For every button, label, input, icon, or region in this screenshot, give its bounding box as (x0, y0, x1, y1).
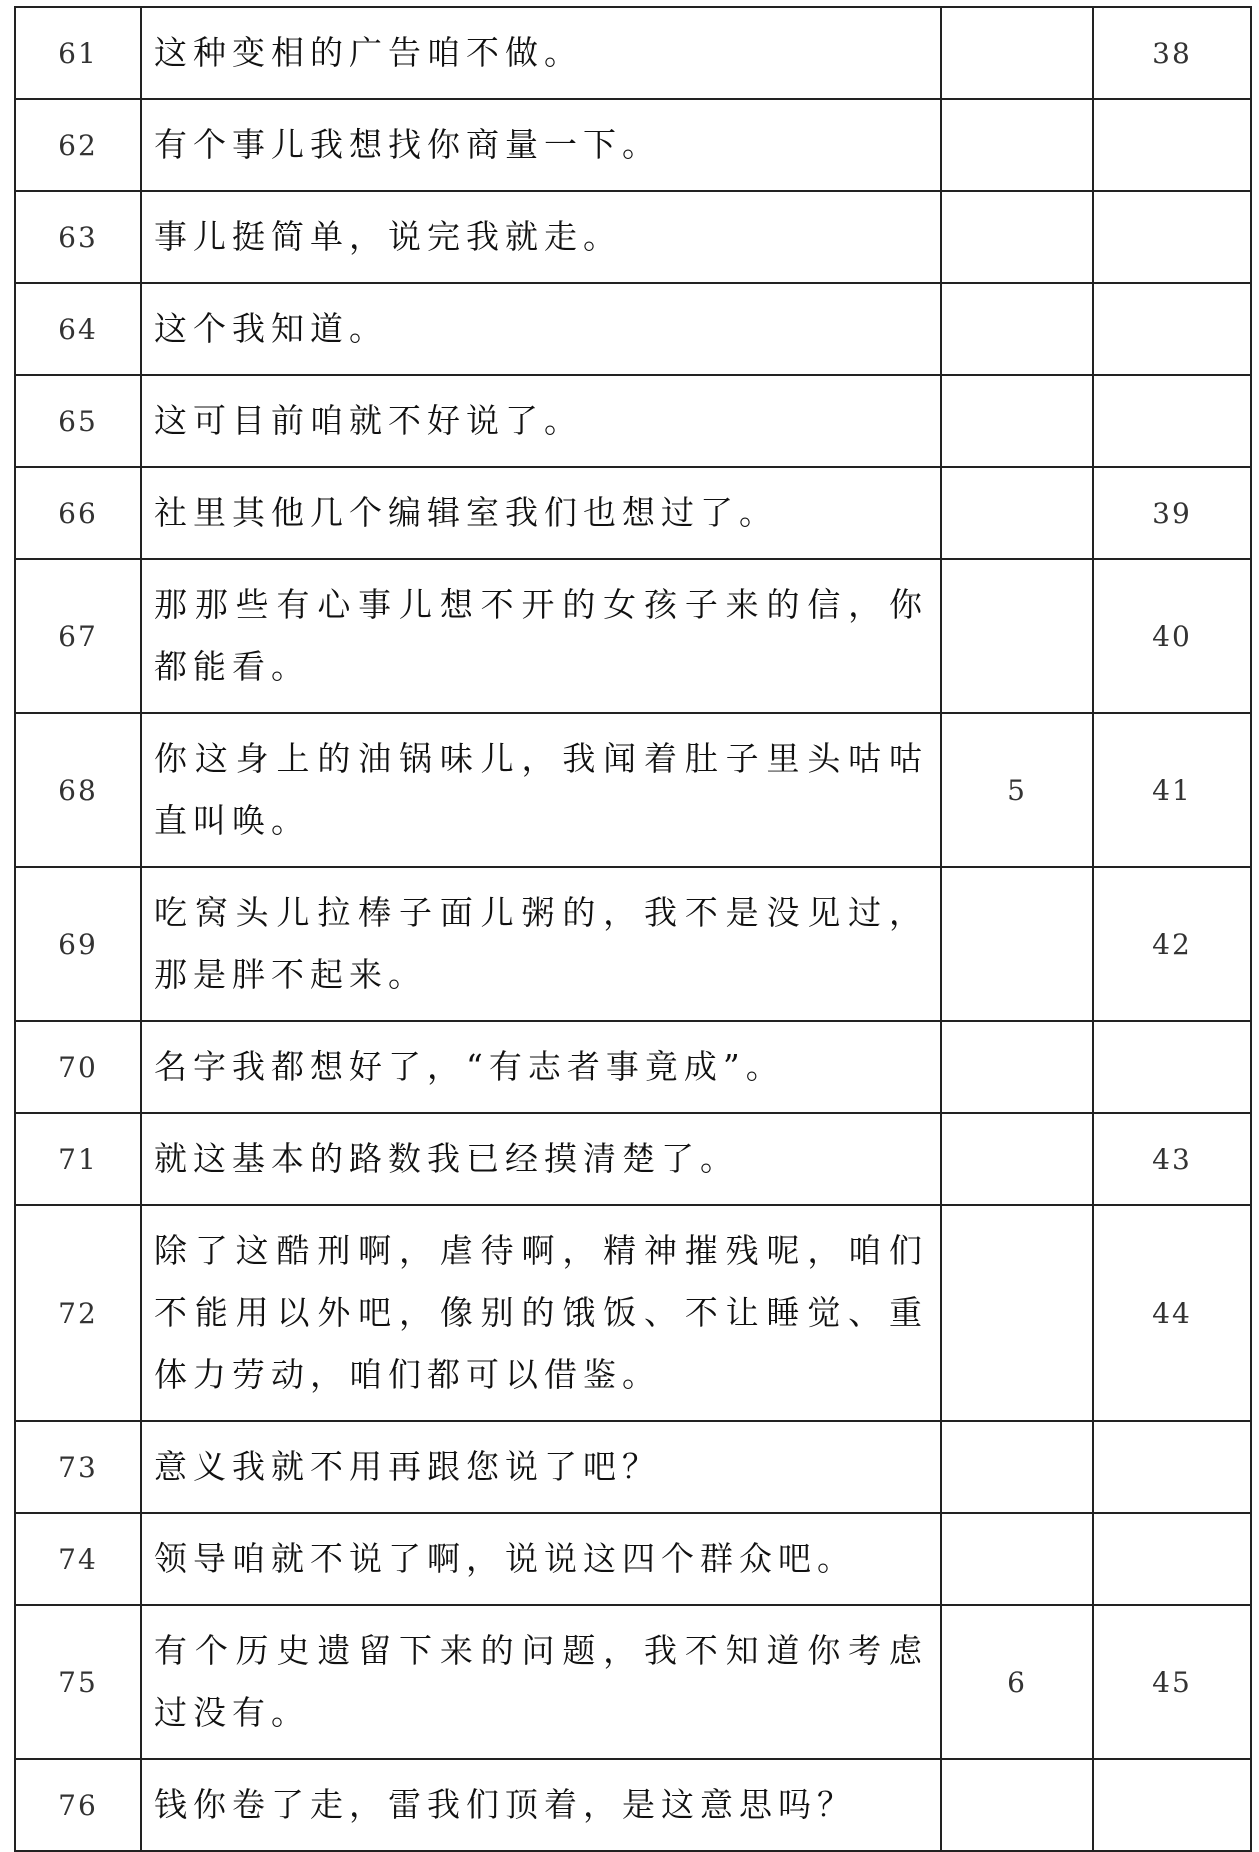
sentence-cell: 有个事儿我想找你商量一下。 (141, 99, 941, 191)
sentence-cell: 这个我知道。 (141, 283, 941, 375)
column-b-cell: 40 (1093, 559, 1251, 713)
row-number-cell: 74 (15, 1513, 141, 1605)
sentence-cell: 吃窝头儿拉棒子面儿粥的，我不是没见过，那是胖不起来。 (141, 867, 941, 1021)
column-b-cell (1093, 283, 1251, 375)
column-b-cell (1093, 1421, 1251, 1513)
table-row (15, 1605, 1251, 1759)
column-b-cell: 38 (1093, 7, 1251, 99)
column-a-cell (941, 375, 1093, 467)
column-b-cell (1093, 191, 1251, 283)
row-number-cell: 63 (15, 191, 141, 283)
row-number-cell: 70 (15, 1021, 141, 1113)
column-b-cell: 39 (1093, 467, 1251, 559)
sentence-cell: 有个历史遗留下来的问题，我不知道你考虑过没有。 (141, 1605, 941, 1759)
column-a-cell (941, 1021, 1093, 1113)
table-row (15, 7, 1251, 99)
column-a-cell: 5 (941, 713, 1093, 867)
column-a-cell (941, 191, 1093, 283)
row-number-cell: 76 (15, 1759, 141, 1851)
column-a-cell (941, 283, 1093, 375)
sentence-cell: 你这身上的油锅味儿，我闻着肚子里头咕咕直叫唤。 (141, 713, 941, 867)
row-number-cell: 73 (15, 1421, 141, 1513)
row-number-cell: 62 (15, 99, 141, 191)
table-row (15, 1421, 1251, 1513)
column-a-cell (941, 99, 1093, 191)
column-a-cell (941, 467, 1093, 559)
column-b-cell (1093, 1759, 1251, 1851)
sentence-cell: 除了这酷刑啊，虐待啊，精神摧残呢，咱们不能用以外吧，像别的饿饭、不让睡觉、重体力劳动，咱们都可以借鉴。 (141, 1205, 941, 1421)
row-number-cell: 64 (15, 283, 141, 375)
sentence-cell: 社里其他几个编辑室我们也想过了。 (141, 467, 941, 559)
column-b-cell: 43 (1093, 1113, 1251, 1205)
column-b-cell: 45 (1093, 1605, 1251, 1759)
sentence-cell: 那那些有心事儿想不开的女孩子来的信，你都能看。 (141, 559, 941, 713)
row-number-cell: 65 (15, 375, 141, 467)
table-row (15, 375, 1251, 467)
table-row (15, 1021, 1251, 1113)
row-number-cell: 72 (15, 1205, 141, 1421)
column-a-cell (941, 1421, 1093, 1513)
row-number-cell: 68 (15, 713, 141, 867)
sentence-cell: 名字我都想好了，“有志者事竟成”。 (141, 1021, 941, 1113)
table-row (15, 191, 1251, 283)
column-a-cell (941, 1113, 1093, 1205)
dialogue-table-body (15, 7, 1251, 1851)
dialogue-table-container (14, 6, 1250, 1852)
table-row (15, 559, 1251, 713)
row-number-cell: 61 (15, 7, 141, 99)
row-number-cell: 75 (15, 1605, 141, 1759)
sentence-cell: 这可目前咱就不好说了。 (141, 375, 941, 467)
table-row (15, 1759, 1251, 1851)
row-number-cell: 71 (15, 1113, 141, 1205)
column-a-cell (941, 1513, 1093, 1605)
sentence-cell: 意义我就不用再跟您说了吧？ (141, 1421, 941, 1513)
row-number-cell: 66 (15, 467, 141, 559)
table-row (15, 283, 1251, 375)
table-row (15, 1113, 1251, 1205)
column-b-cell (1093, 1513, 1251, 1605)
dialogue-table (14, 6, 1252, 1852)
table-row (15, 867, 1251, 1021)
sentence-cell: 领导咱就不说了啊，说说这四个群众吧。 (141, 1513, 941, 1605)
table-row (15, 1513, 1251, 1605)
table-row (15, 467, 1251, 559)
column-a-cell (941, 1205, 1093, 1421)
column-b-cell: 44 (1093, 1205, 1251, 1421)
table-row (15, 99, 1251, 191)
sentence-cell: 事儿挺简单，说完我就走。 (141, 191, 941, 283)
table-row (15, 713, 1251, 867)
column-a-cell (941, 7, 1093, 99)
column-b-cell (1093, 375, 1251, 467)
row-number-cell: 67 (15, 559, 141, 713)
column-b-cell: 42 (1093, 867, 1251, 1021)
sentence-cell: 就这基本的路数我已经摸清楚了。 (141, 1113, 941, 1205)
column-a-cell: 6 (941, 1605, 1093, 1759)
sentence-cell: 钱你卷了走，雷我们顶着，是这意思吗？ (141, 1759, 941, 1851)
column-b-cell (1093, 1021, 1251, 1113)
column-b-cell: 41 (1093, 713, 1251, 867)
column-a-cell (941, 867, 1093, 1021)
row-number-cell: 69 (15, 867, 141, 1021)
sentence-cell: 这种变相的广告咱不做。 (141, 7, 941, 99)
column-b-cell (1093, 99, 1251, 191)
table-row (15, 1205, 1251, 1421)
column-a-cell (941, 559, 1093, 713)
column-a-cell (941, 1759, 1093, 1851)
